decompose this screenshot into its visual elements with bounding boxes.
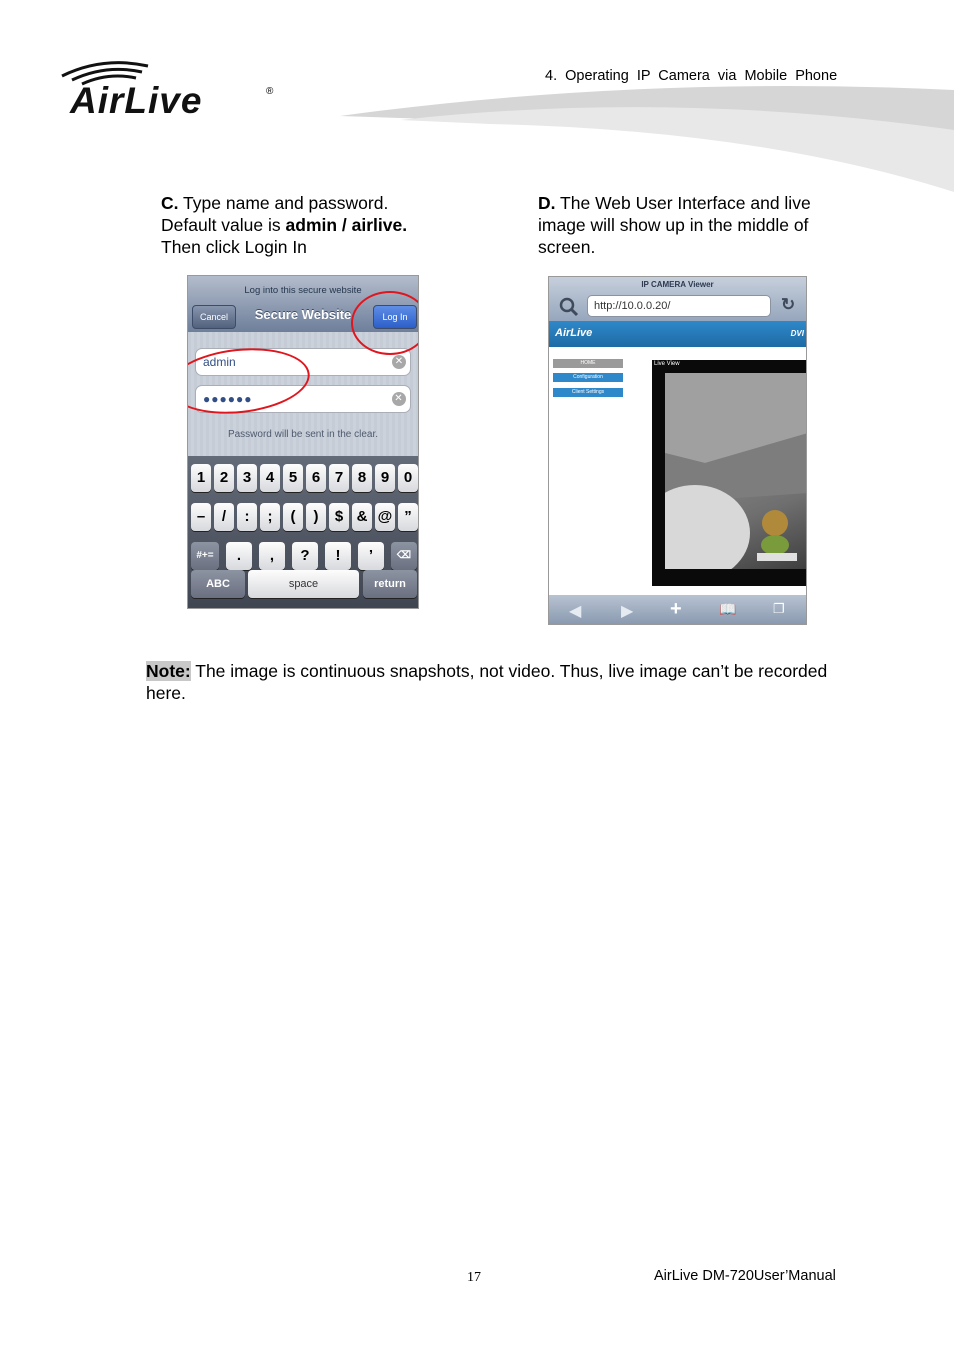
delete-key[interactable]: ⌫ (391, 542, 417, 570)
step-c-letter: C. (161, 193, 179, 213)
punctuation-key[interactable]: ! (325, 542, 351, 570)
live-view-panel (652, 360, 807, 586)
login-screenshot (187, 275, 419, 609)
step-d-text: The Web User Interface and live image will show up in the middle of screen. (538, 193, 811, 257)
cancel-button[interactable]: Cancel (192, 305, 236, 329)
symbol-key[interactable]: ; (260, 503, 280, 531)
password-value: ●●●●●● (203, 392, 253, 406)
live-view-label: Live View (654, 361, 680, 367)
number-key[interactable]: 5 (283, 464, 303, 492)
keyboard (188, 456, 418, 609)
clear-icon[interactable]: ✕ (392, 392, 406, 406)
step-c-default-credentials: admin / airlive. (285, 215, 408, 235)
number-key[interactable]: 3 (237, 464, 257, 492)
login-title: Secure Website (254, 307, 352, 322)
note-label: Note: (146, 661, 191, 681)
space-key[interactable]: space (248, 570, 359, 598)
return-key[interactable]: return (363, 570, 417, 598)
pages-icon[interactable]: ❐ (773, 601, 785, 616)
browser-bottom-bar (549, 595, 806, 625)
symbol-key[interactable]: ) (306, 503, 326, 531)
password-notice: Password will be sent in the clear. (227, 429, 379, 440)
log-in-button[interactable]: Log In (373, 305, 417, 329)
step-d-letter: D. (538, 193, 556, 213)
step-c-line2-prefix: Default value is (161, 215, 286, 235)
username-value: admin (203, 355, 236, 369)
search-icon[interactable] (559, 297, 579, 317)
note-paragraph (146, 660, 836, 704)
step-d-caption (538, 192, 838, 258)
symbol-key[interactable]: ” (398, 503, 418, 531)
browser-toolbar (549, 277, 806, 321)
step-c-line3: Then click Login In (161, 237, 307, 257)
menu-home[interactable]: HOME (553, 359, 623, 368)
number-key[interactable]: 9 (375, 464, 395, 492)
number-key[interactable]: 6 (306, 464, 326, 492)
reload-icon[interactable]: ↻ (781, 295, 796, 314)
step-c-caption (161, 192, 501, 258)
more-symbols-key[interactable]: #+= (191, 542, 219, 570)
symbol-key[interactable]: / (214, 503, 234, 531)
symbol-key[interactable]: : (237, 503, 257, 531)
menu-configuration[interactable]: Configuration (553, 373, 623, 382)
browser-title: IP CAMERA Viewer (641, 280, 714, 289)
punctuation-key[interactable]: . (226, 542, 252, 570)
viewer-screenshot (548, 276, 807, 625)
airlive-logo (58, 58, 283, 128)
banner-model: DVI (790, 329, 804, 338)
camera-scene (665, 373, 807, 569)
number-key[interactable]: 8 (352, 464, 372, 492)
page-number: 17 (467, 1270, 481, 1285)
login-prompt: Log into this secure website (244, 285, 362, 296)
camera-snapshot (665, 373, 807, 569)
punctuation-key[interactable]: , (259, 542, 285, 570)
step-c-line1: Type name and password. (178, 193, 389, 213)
chapter-heading: 4. Operating IP Camera via Mobile Phone (545, 68, 838, 84)
symbol-key[interactable]: @ (375, 503, 395, 531)
annotation-circle-login (351, 291, 419, 355)
manual-title: AirLive DM-720User’Manual (654, 1268, 836, 1284)
symbol-key[interactable]: $ (329, 503, 349, 531)
number-key[interactable]: 0 (398, 464, 418, 492)
banner-logo: AirLive (555, 327, 593, 339)
menu-client-settings[interactable]: Client Settings (553, 388, 623, 397)
back-icon[interactable]: ◀ (569, 603, 582, 620)
number-key[interactable]: 7 (329, 464, 349, 492)
symbol-key[interactable]: – (191, 503, 211, 531)
number-key[interactable]: 2 (214, 464, 234, 492)
url-field[interactable]: http://10.0.0.20/ (587, 295, 771, 317)
abc-key[interactable]: ABC (191, 570, 245, 598)
punctuation-key[interactable]: ’ (358, 542, 384, 570)
note-text: The image is continuous snapshots, not video. Thus, live image can’t be recorded here. (146, 661, 828, 703)
add-icon[interactable]: + (670, 598, 682, 620)
clear-icon[interactable]: ✕ (392, 355, 406, 369)
bookmarks-icon[interactable]: 📖 (719, 601, 737, 617)
header-swoosh (340, 80, 954, 195)
airlive-banner (549, 321, 806, 347)
number-key[interactable]: 1 (191, 464, 211, 492)
registered-mark: ® (266, 86, 274, 97)
number-key[interactable]: 4 (260, 464, 280, 492)
punctuation-key[interactable]: ? (292, 542, 318, 570)
logo-wordmark: AirLive (70, 80, 203, 121)
forward-icon[interactable]: ▶ (621, 603, 634, 620)
symbol-key[interactable]: & (352, 503, 372, 531)
symbol-key[interactable]: ( (283, 503, 303, 531)
